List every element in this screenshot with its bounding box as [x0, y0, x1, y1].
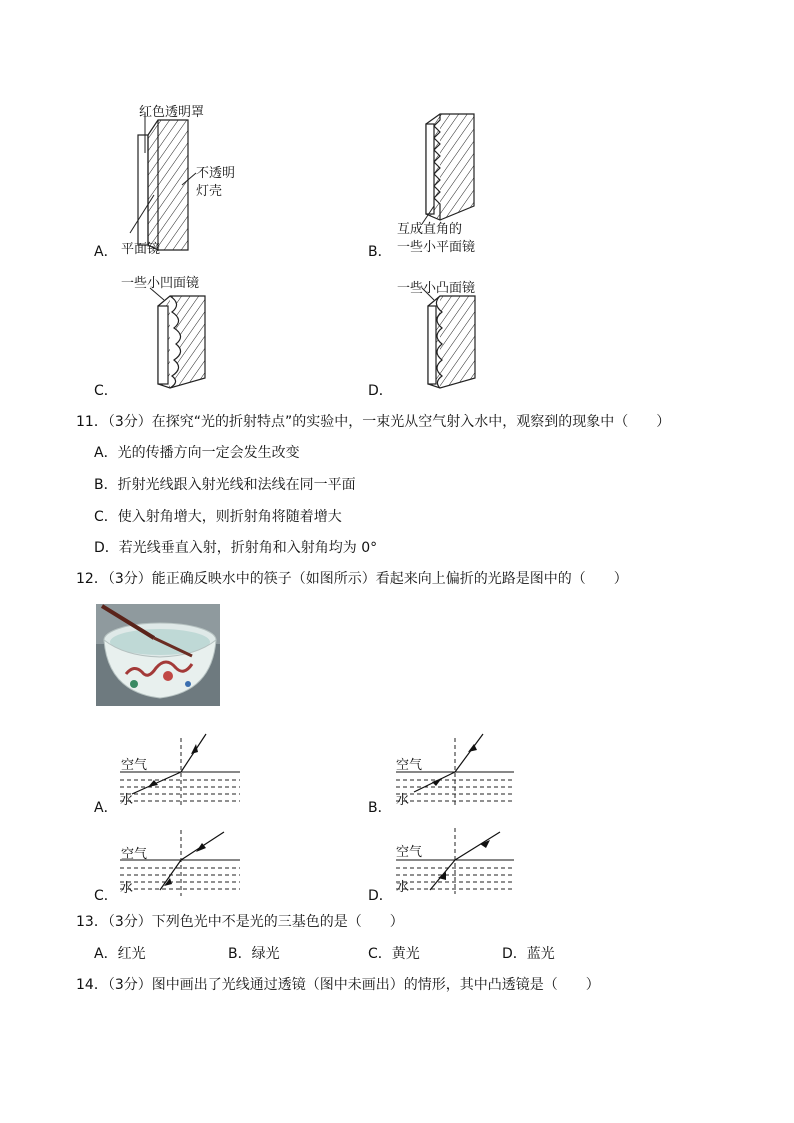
diagram-d-air-label: 空气 — [396, 845, 423, 860]
fig-a-letter: A． — [94, 244, 118, 260]
fig-c-label: 一些小凹面镜 — [121, 276, 200, 291]
fig-b-letter: B． — [368, 244, 392, 260]
q11-option-b: B．折射光线跟入射光线和法线在同一平面 — [94, 477, 356, 493]
diagram-a-air-label: 空气 — [121, 758, 148, 773]
lamp-figure-c — [150, 292, 220, 392]
q13-option-d: D．蓝光 — [502, 946, 555, 962]
diagram-c-water-label: 水 — [120, 881, 134, 896]
q11-option-d: D．若光线垂直入射，折射角和入射角均为 0° — [94, 540, 378, 556]
q12-stem: 12．（3分）能正确反映水中的筷子（如图所示）看起来向上偏折的光路是图中的（ ） — [76, 571, 628, 587]
q11-stem: 11．（3分）在探究“光的折射特点”的实验中，一束光从空气射入水中，观察到的现象中（ ） — [76, 414, 671, 430]
q11-option-c: C．使入射角增大，则折射角将随着增大 — [94, 509, 342, 525]
lamp-figure-b — [410, 110, 490, 230]
fig-a-label-mirror: 平面镜 — [121, 242, 161, 257]
diagram-b-water-label: 水 — [396, 793, 410, 808]
diagram-b-letter: B． — [368, 800, 392, 816]
fig-d-letter: D． — [368, 383, 393, 399]
fig-c-letter: C． — [94, 383, 118, 399]
fig-a-label-cover: 红色透明罩 — [139, 105, 205, 120]
q13-option-c: C．黄光 — [368, 946, 420, 962]
lamp-figure-d — [420, 292, 490, 392]
q14-stem: 14．（3分）图中画出了光线通过透镜（图中未画出）的情形，其中凸透镜是（ ） — [76, 977, 600, 993]
q13-stem: 13．（3分）下列色光中不是光的三基色的是（ ） — [76, 914, 404, 930]
q13-option-a: A．红光 — [94, 946, 146, 962]
diagram-a-letter: A． — [94, 800, 118, 816]
fig-b-label-1: 互成直角的 — [397, 222, 463, 237]
diagram-a-water-label: 水 — [120, 793, 134, 808]
diagram-d-water-label: 水 — [396, 880, 410, 895]
q13-option-b: B．绿光 — [228, 946, 280, 962]
chopstick-bowl-photo — [96, 604, 220, 706]
diagram-c-letter: C． — [94, 888, 118, 904]
fig-a-label-shell-2: 灯壳 — [196, 184, 223, 199]
fig-b-label-2: 一些小平面镜 — [397, 240, 476, 255]
refraction-diagram-c — [118, 828, 248, 898]
diagram-c-air-label: 空气 — [121, 847, 148, 862]
diagram-b-air-label: 空气 — [396, 758, 423, 773]
refraction-diagram-d — [394, 826, 524, 896]
fig-a-label-shell-1: 不透明 — [196, 166, 236, 181]
q11-option-a: A．光的传播方向一定会发生改变 — [94, 445, 300, 461]
fig-d-label: 一些小凸面镜 — [397, 281, 476, 296]
diagram-d-letter: D． — [368, 888, 393, 904]
